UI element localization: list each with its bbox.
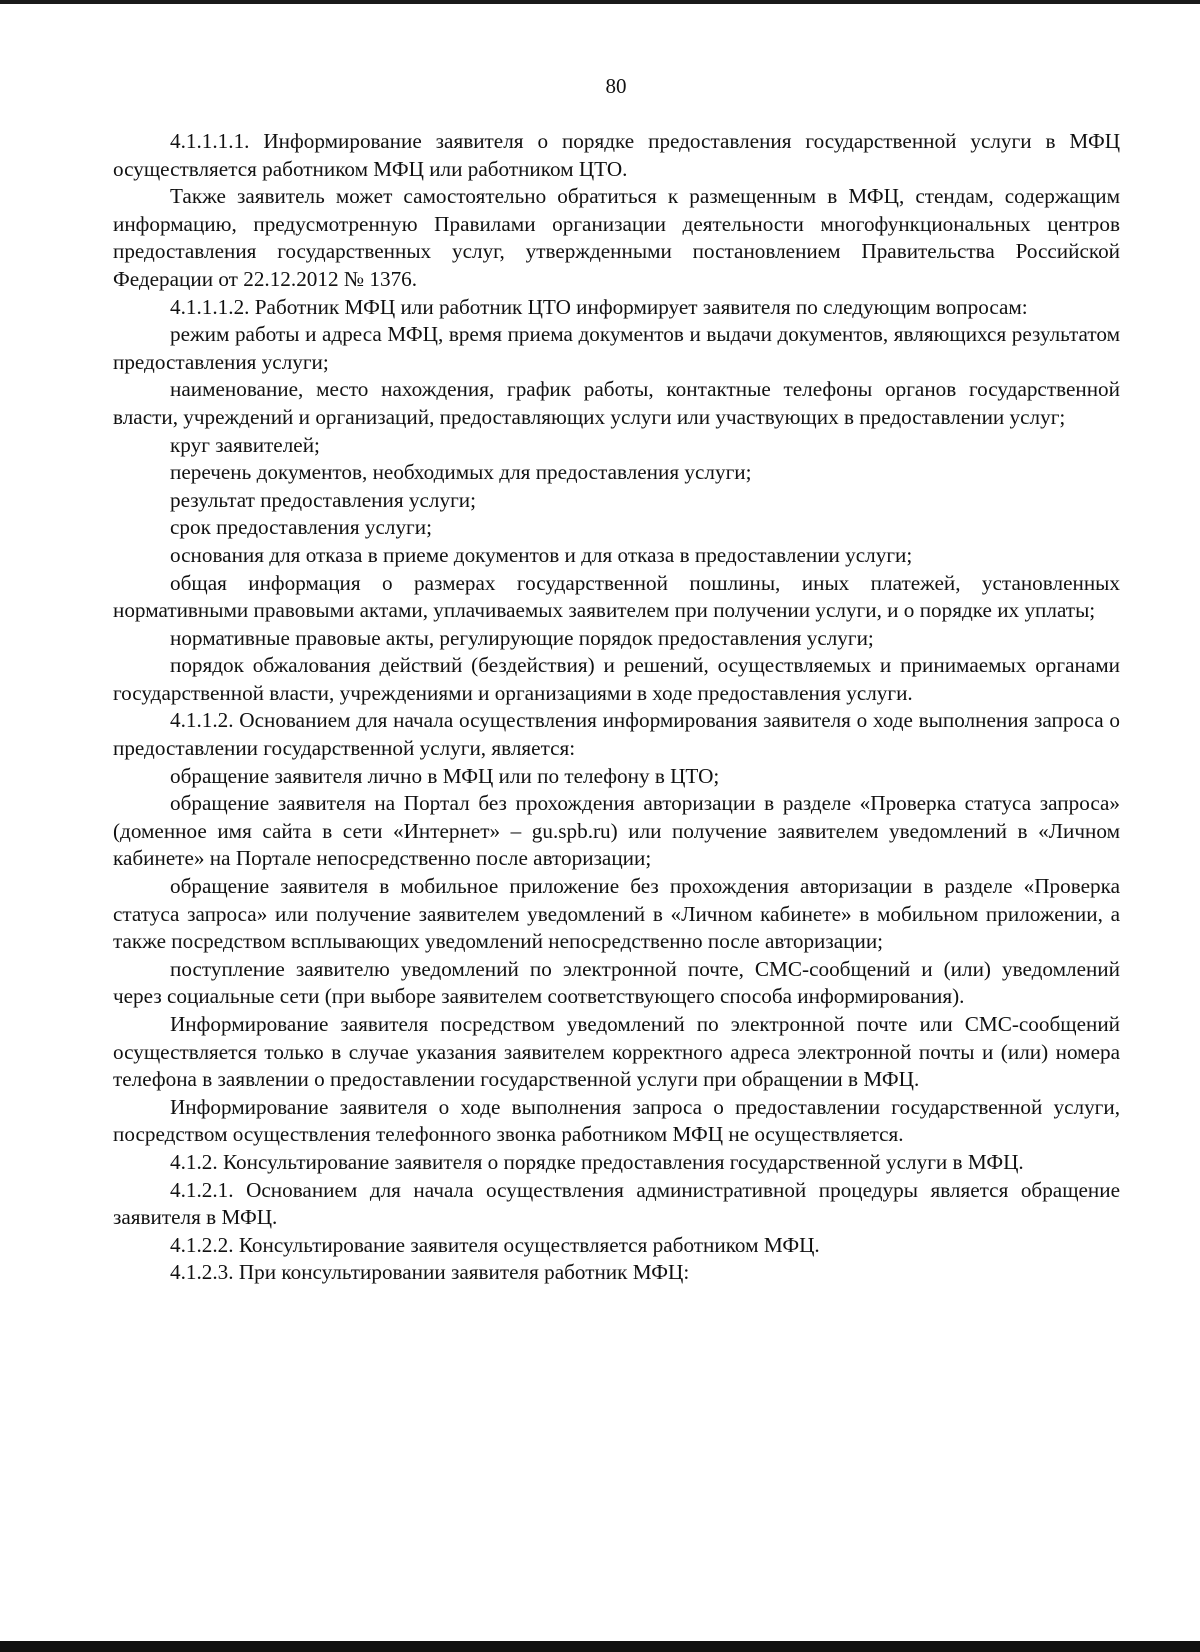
paragraph: результат предоставления услуги;	[170, 487, 476, 512]
paragraph: обращение заявителя лично в МФЦ или по телефону в ЦТО;	[170, 763, 720, 788]
paragraph: Информирование заявителя о ходе выполнения запроса о предоставлении государственной услуги, посредством осуществления телефонного звонка работником МФЦ не осуществляется.	[113, 1094, 1120, 1147]
paragraph: обращение заявителя на Портал без прохождения авторизации в разделе «Проверка статуса запроса» (доменное имя сайта в сети «Интернет» – gu.spb.ru) или получение заявителем уведомлений в «Личном кабинете» на Портале непосредственно после авторизации;	[113, 791, 1120, 871]
paragraph: Также заявитель может самостоятельно обратиться к размещенным в МФЦ, стендам, содержащим информацию, предусмотренную Правилами организации деятельности многофункциональных центров предоставления государственных услуг, утвержденными постановлением Правительства Российской Федерации от 22.12.2012 № 1376.	[113, 184, 1120, 291]
paragraph: режим работы и адреса МФЦ, время приема документов и выдачи документов, являющихся результатом предоставления услуги;	[113, 322, 1120, 374]
paragraph: 4.1.1.1.1. Информирование заявителя о порядке предоставления государственной услуги в МФЦ осуществляется работником МФЦ или работником ЦТО.	[113, 129, 1120, 181]
paragraph: круг заявителей;	[170, 432, 320, 457]
paragraph: 4.1.1.1.2. Работник МФЦ или работник ЦТО информирует заявителя по следующим вопросам:	[170, 294, 1028, 319]
document-body	[113, 128, 1120, 1287]
paragraph: наименование, место нахождения, график работы, контактные телефоны органов государственной власти, учреждений и организаций, предоставляющих услуги или участвующих в предоставлении услуг;	[113, 377, 1120, 429]
paragraph: основания для отказа в приеме документов и для отказа в предоставлении услуги;	[170, 542, 913, 567]
paragraph: перечень документов, необходимых для предоставления услуги;	[170, 460, 752, 485]
paragraph: 4.1.2.2. Консультирование заявителя осуществляется работником МФЦ.	[170, 1232, 820, 1257]
paragraph: обращение заявителя в мобильное приложение без прохождения авторизации в разделе «Проверка статуса запроса» или получение заявителем уведомлений в «Личном кабинете» в мобильном приложении, а также посредством всплывающих уведомлений непосредственно после авторизации;	[113, 874, 1120, 954]
paragraph: нормативные правовые акты, регулирующие порядок предоставления услуги;	[170, 625, 874, 650]
paragraph: поступление заявителю уведомлений по электронной почте, СМС-сообщений и (или) уведомлений через социальные сети (при выборе заявителем соответствующего способа информирования).	[113, 956, 1120, 1009]
paragraph: 4.1.2. Консультирование заявителя о порядке предоставления государственной услуги в МФЦ.	[170, 1149, 1024, 1174]
paragraph: Информирование заявителя посредством уведомлений по электронной почте или СМС-сообщений осуществляется только в случае указания заявителем корректного адреса электронной почты и (или) номера телефона в заявлении о предоставлении государственной услуги при обращении в МФЦ.	[113, 1012, 1120, 1092]
scan-edge-top	[0, 0, 1200, 4]
scan-edge-bottom	[0, 1641, 1200, 1652]
paragraph: 4.1.2.1. Основанием для начала осуществления административной процедуры является обращение заявителя в МФЦ.	[113, 1177, 1120, 1230]
paragraph: порядок обжалования действий (бездействия) и решений, осуществляемых и принимаемых органами государственной власти, учреждениями и организациями в ходе предоставления услуги.	[113, 653, 1120, 705]
paragraph: 4.1.1.2. Основанием для начала осуществления информирования заявителя о ходе выполнения запроса о предоставлении государственной услуги, является:	[113, 708, 1120, 761]
paragraph: срок предоставления услуги;	[170, 515, 432, 540]
paragraph: общая информация о размерах государственной пошлины, иных платежей, установленных нормативными правовыми актами, уплачиваемых заявителем при получении услуги, и о порядке их уплаты;	[113, 570, 1120, 623]
page-number: 80	[605, 74, 627, 98]
paragraph: 4.1.2.3. При консультировании заявителя работник МФЦ:	[170, 1260, 690, 1285]
